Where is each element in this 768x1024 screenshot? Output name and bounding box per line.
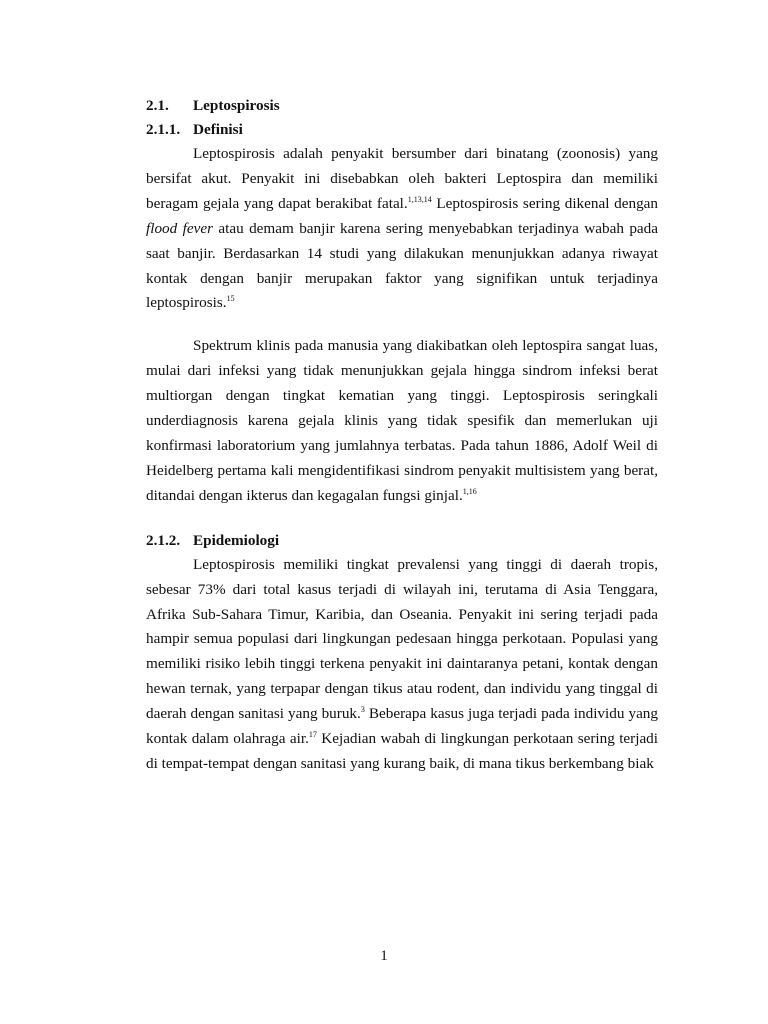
citation: 3: [360, 705, 365, 715]
page-number: 1: [380, 948, 388, 964]
text-run: Leptospirosis memiliki tingkat prevalensi yang tinggi di daerah tropis, sebesar 73% dari total kasus terjadi di wilayah ini, terutama di Asia Tenggara, Afrika Sub-Sahara Timur, Karibia, dan Oseania. Penyakit ini sering terjadi pada hampir semua populasi dari lingkungan pedesaan hingga perkotaan. Populasi yang memiliki risiko lebih tinggi terkena penyakit ini daintaranya petani, kontak dengan hewan ternak, yang terpapar dengan tikus atau rodent, dan individu yang tinggal di daerah dengan sanitasi yang buruk.: [146, 555, 658, 723]
citation: 15: [226, 294, 235, 304]
subsection-heading-epidemiologi: [146, 529, 658, 553]
italic-term: flood fever: [146, 219, 213, 237]
subsection-heading-definisi: [146, 118, 658, 142]
document-page: [146, 94, 658, 777]
text-run: Beberapa kasus juga terjadi pada individu yang kontak dalam olahraga air.: [146, 705, 658, 748]
text-run: Leptospirosis adalah penyakit bersumber dari binatang (zoonosis) yang bersifat akut. Penyakit ini disebabkan oleh bakteri Leptospira dan memiliki beragam gejala yang dapat berakibat fatal.: [146, 145, 658, 212]
subsection-number: 2.1.2.: [146, 531, 181, 549]
section-title: Leptospirosis: [193, 97, 280, 114]
section-number: 2.1.: [146, 97, 169, 114]
subsection-title: Epidemiologi: [193, 531, 280, 549]
text-run: Leptospirosis sering dikenal dengan: [431, 194, 658, 212]
citation: 17: [308, 730, 317, 740]
subsection-title: Definisi: [193, 121, 243, 138]
section-heading: [146, 94, 658, 118]
text-run: Kejadian wabah di lingkungan perkotaan sering terjadi di tempat-tempat dengan sanitasi yang kurang baik, di mana tikus berkembang biak: [146, 730, 658, 772]
definisi-paragraph-1: [146, 142, 658, 316]
citation: 1,16: [462, 486, 477, 496]
text-run: atau demam banjir karena sering menyebabkan terjadinya wabah pada saat banjir. Berdasarkan 14 studi yang dilakukan menunjukkan adanya riwayat kontak dengan banjir merupakan faktor yang signifikan untuk terjadinya leptospirosis.: [146, 219, 658, 312]
epidemiologi-paragraph-1: [146, 553, 658, 777]
citation: 1,13,14: [407, 194, 432, 204]
subsection-number: 2.1.1.: [146, 121, 181, 138]
text-run: Spektrum klinis pada manusia yang diakibatkan oleh leptospira sangat luas, mulai dari infeksi yang tidak menunjukkan gejala hingga sindrom infeksi berat multiorgan dengan tingkat kematian yang tinggi. Leptospirosis seringkali underdiagnosis karena gejala klinis yang tidak spesifik dan memerlukan uji konfirmasi laboratorium yang jumlahnya terbatas. Pada tahun 1886, Adolf Weil di Heidelberg pertama kali mengidentifikasi sindrom penyakit multisistem yang berat, ditandai dengan ikterus dan kegagalan fungsi ginjal.: [146, 337, 658, 504]
definisi-paragraph-2: [146, 334, 658, 508]
